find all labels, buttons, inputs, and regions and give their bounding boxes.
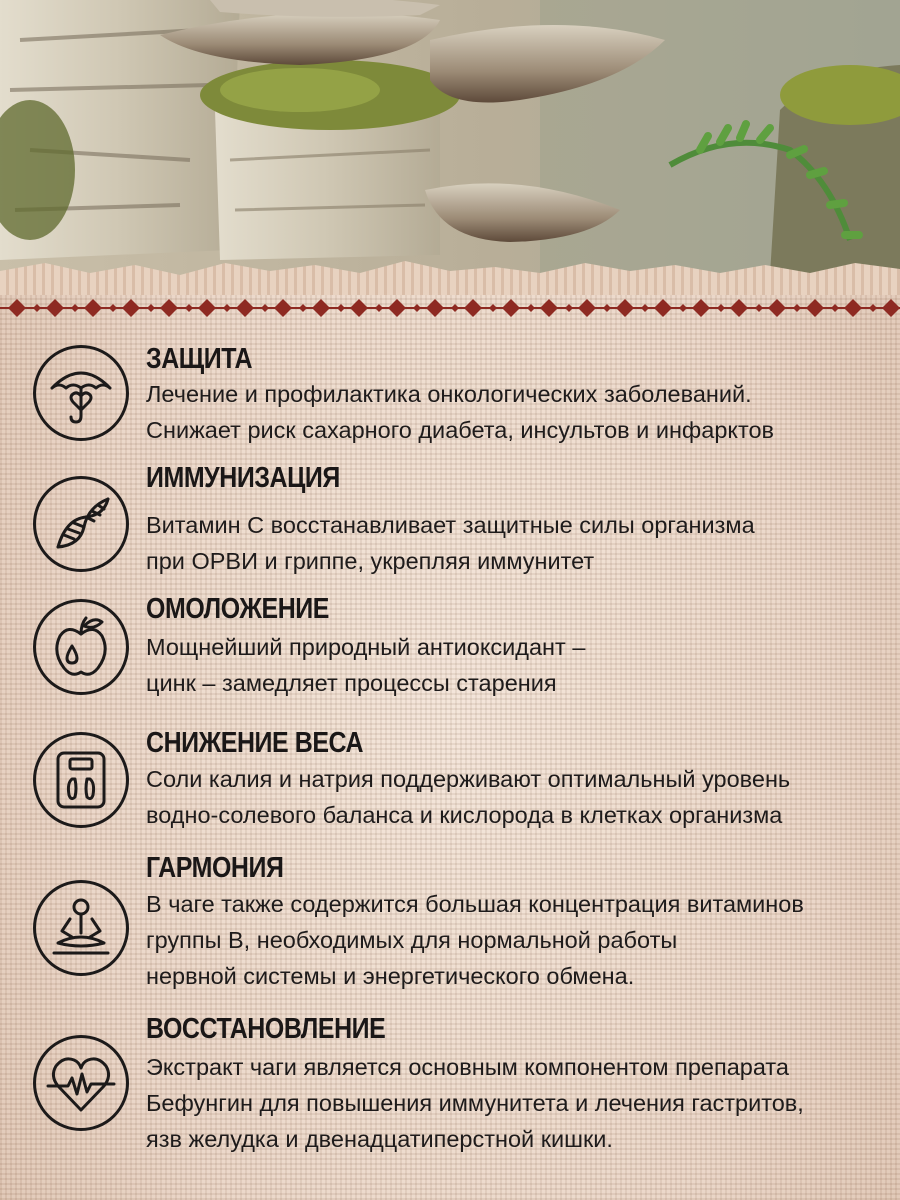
ornament-diamond — [388, 299, 406, 317]
ornament-dot — [565, 304, 573, 312]
ornament-dot — [223, 304, 231, 312]
ornament-diamond — [464, 299, 482, 317]
dna-icon — [33, 476, 129, 572]
benefit-title: ОМОЛОЖЕНИЕ — [146, 593, 329, 625]
ornament-dot — [603, 304, 611, 312]
ornament-dot — [489, 304, 497, 312]
ornament-diamond — [806, 299, 824, 317]
ornament-dot — [71, 304, 79, 312]
ornament-diamond — [692, 299, 710, 317]
ornament-dot — [717, 304, 725, 312]
ornament-dot — [33, 304, 41, 312]
ornament-diamond — [46, 299, 64, 317]
benefit-title: ВОССТАНОВЛЕНИЕ — [146, 1013, 386, 1045]
ornament-dot — [831, 304, 839, 312]
ornament-diamond — [844, 299, 862, 317]
ornament-diamond — [84, 299, 102, 317]
hero-photo — [0, 0, 900, 275]
benefit-description: Экстракт чаги является основным компонентом препарата Бефунгин для повышения иммунитета и лечения гастритов, язв желудка и двенадцатиперстной кишки. — [146, 1054, 804, 1152]
ornament-diamond — [198, 299, 216, 317]
apple-drop-icon — [33, 599, 129, 695]
ornament-dot — [375, 304, 383, 312]
ornament-diamond — [540, 299, 558, 317]
ornament-diamond — [730, 299, 748, 317]
ornament-diamond — [122, 299, 140, 317]
ornament-diamond — [236, 299, 254, 317]
ornament-diamond — [312, 299, 330, 317]
benefit-title: ГАРМОНИЯ — [146, 852, 284, 884]
ornament-diamond — [8, 299, 26, 317]
benefit-title: СНИЖЕНИЕ ВЕСА — [146, 727, 364, 759]
benefit-description: Соли калия и натрия поддерживают оптимальный уровень водно-солевого баланса и кислорода в клетках организма — [146, 766, 791, 828]
meditation-icon — [33, 880, 129, 976]
ornament-diamond — [768, 299, 786, 317]
ornament-diamond — [882, 299, 900, 317]
ornament-dot — [451, 304, 459, 312]
ornament-diamond — [274, 299, 292, 317]
heart-pulse-icon — [33, 1035, 129, 1131]
ornament-dot — [185, 304, 193, 312]
ornament-dot — [299, 304, 307, 312]
ornament-dot — [261, 304, 269, 312]
scale-footprints-icon — [33, 732, 129, 828]
ornament-diamond — [350, 299, 368, 317]
ornament-diamond — [160, 299, 178, 317]
benefit-description: В чаге также содержится большая концентрация витаминов группы В, необходимых для нормальной работы нервной системы и энергетического обмена. — [146, 891, 804, 989]
benefit-description: Лечение и профилактика онкологических заболеваний. Снижает риск сахарного диабета, инсультов и инфарктов — [146, 381, 774, 443]
benefit-title: ИММУНИЗАЦИЯ — [146, 462, 340, 494]
umbrella-heart-icon — [33, 345, 129, 441]
ornament-band — [0, 288, 900, 328]
ornament-dot — [755, 304, 763, 312]
ornament-diamond — [426, 299, 444, 317]
benefit-description: Витамин С восстанавливает защитные силы организма при ОРВИ и гриппе, укрепляя иммунитет — [146, 512, 755, 574]
ornament-dot — [641, 304, 649, 312]
ornament-dot — [793, 304, 801, 312]
ornament-diamond — [654, 299, 672, 317]
ornament-dot — [147, 304, 155, 312]
ornament-diamond — [502, 299, 520, 317]
benefit-title: ЗАЩИТА — [146, 343, 253, 375]
ornament-dot — [679, 304, 687, 312]
benefit-description: Мощнейший природный антиоксидант – цинк – замедляет процессы старения — [146, 634, 586, 696]
ornament-dot — [869, 304, 877, 312]
ornament-diamond — [578, 299, 596, 317]
ornament-dot — [413, 304, 421, 312]
ornament-dot — [109, 304, 117, 312]
ornament-dot — [527, 304, 535, 312]
ornament-dot — [337, 304, 345, 312]
ornament-diamond — [616, 299, 634, 317]
